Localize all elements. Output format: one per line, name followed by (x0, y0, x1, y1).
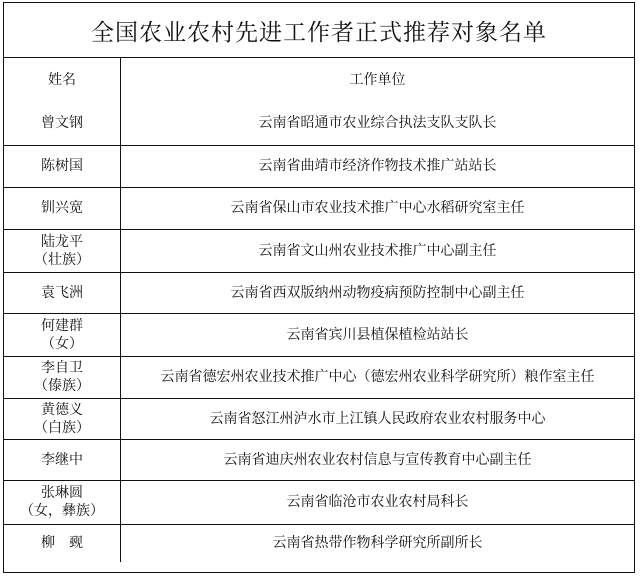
person-name: 柳 觋 (41, 535, 83, 552)
work-unit-cell: 云南省宾川县植保植检站站长 (121, 313, 635, 356)
work-unit-cell: 云南省西双版纳州动物疫病预防控制中心副主任 (121, 272, 635, 313)
person-name: 李自卫 (41, 360, 83, 376)
header-name: 姓名 (4, 58, 121, 102)
table-row (4, 313, 634, 356)
table-row (4, 102, 634, 145)
person-name: 李继中 (41, 451, 83, 468)
work-unit-cell: 云南省昭通市农业综合执法支队支队长 (121, 102, 635, 145)
person-name-cell (4, 480, 121, 524)
person-name: 陈树国 (41, 158, 83, 174)
person-name-cell (4, 145, 121, 187)
work-unit-cell: 云南省热带作物科学研究所副所长 (121, 524, 635, 562)
table-row (4, 356, 634, 398)
work-unit-cell: 云南省曲靖市经济作物技术推广站站长 (121, 145, 635, 187)
person-name-cell (4, 313, 121, 356)
work-unit-cell: 云南省文山州农业技术推广中心副主任 (121, 229, 635, 272)
person-name-cell (4, 187, 121, 229)
person-name-cell (4, 439, 121, 480)
table-row (4, 524, 634, 562)
table-header-row (4, 58, 634, 102)
person-name-cell (4, 272, 121, 313)
person-name-cell (4, 229, 121, 272)
person-name: 何建群 (41, 317, 83, 334)
work-unit-cell: 云南省临沧市农业农村局科长 (121, 480, 635, 524)
person-name-cell (4, 102, 121, 145)
work-unit-cell: 云南省迪庆州农业农村信息与宣传教育中心副主任 (121, 439, 635, 480)
table-row (4, 439, 634, 480)
person-name: 张琳圆 (41, 485, 83, 501)
person-name: 袁飞洲 (41, 284, 83, 301)
person-note: （白族） (34, 419, 90, 436)
person-name-cell (4, 524, 121, 562)
table-row (4, 398, 634, 439)
person-name: 黄德义 (41, 401, 83, 418)
table-row (4, 229, 634, 272)
person-note: （傣族） (34, 378, 90, 394)
recommendation-list-document (3, 2, 635, 573)
person-name: 陆龙平 (41, 233, 83, 250)
document-title: 全国农业农村先进工作者正式推荐对象名单 (4, 3, 634, 58)
table-row (4, 480, 634, 524)
table-row (4, 272, 634, 313)
recommendation-table (4, 58, 634, 562)
person-name-cell (4, 398, 121, 439)
person-note: （壮族） (34, 251, 90, 268)
person-name: 钏兴宽 (41, 200, 83, 216)
header-unit: 工作单位 (121, 58, 635, 102)
person-note: （女，彝族） (20, 503, 104, 519)
table-row (4, 187, 634, 229)
person-name: 曾文钢 (41, 115, 83, 132)
person-note: （女） (41, 335, 83, 352)
work-unit-cell: 云南省德宏州农业技术推广中心（德宏州农业科学研究所）粮作室主任 (121, 356, 635, 398)
person-name-cell (4, 356, 121, 398)
table-row (4, 145, 634, 187)
work-unit-cell: 云南省保山市农业技术推广中心水稻研究室主任 (121, 187, 635, 229)
work-unit-cell: 云南省怒江州泸水市上江镇人民政府农业农村服务中心 (121, 398, 635, 439)
